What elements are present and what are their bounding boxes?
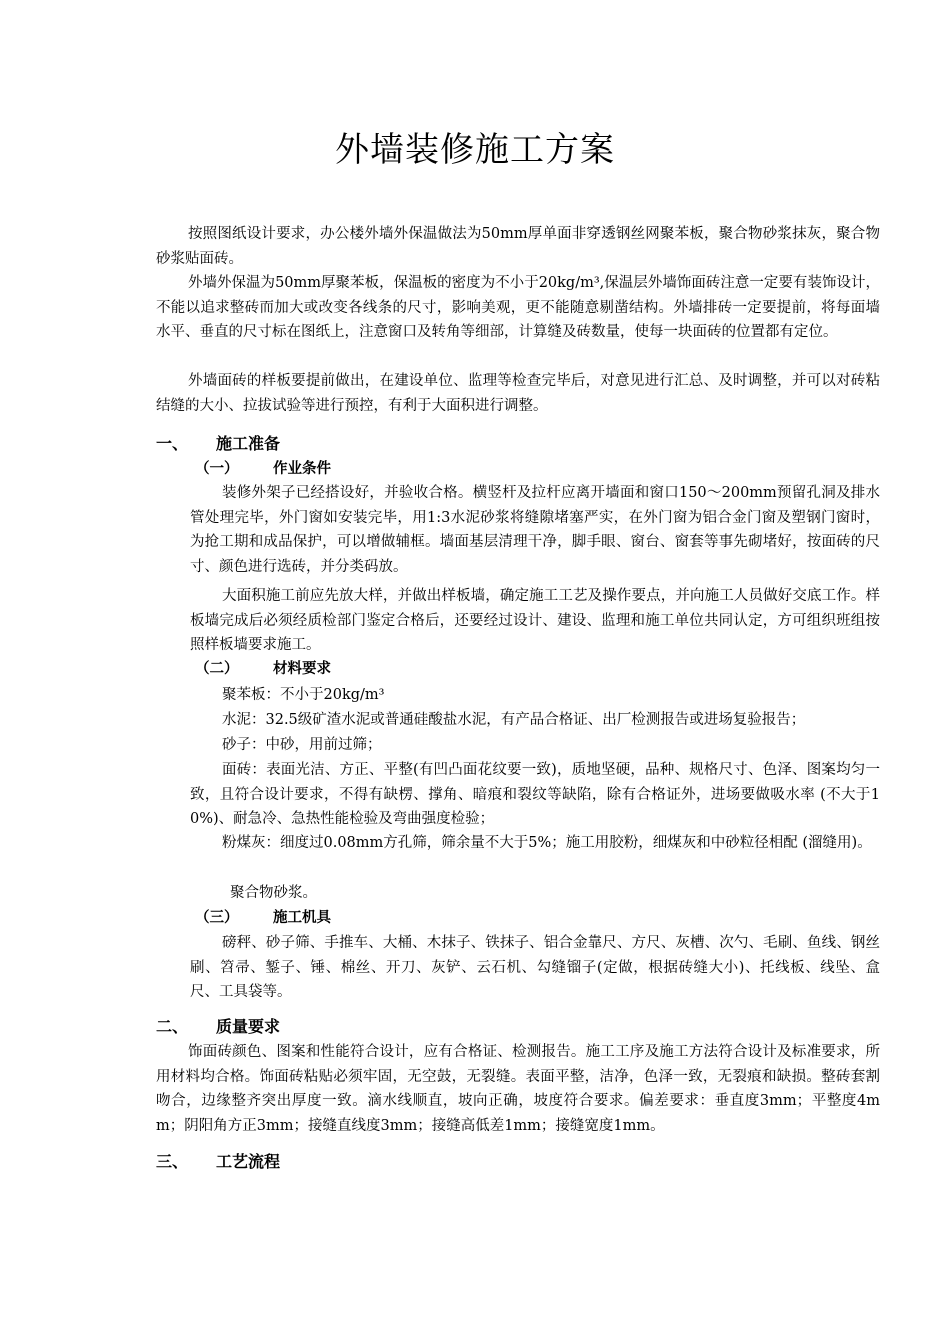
intro-paragraph-1: 按照图纸设计要求，办公楼外墙外保温做法为50mm厚单面非穿透钢丝网聚苯板，聚合物砂浆抹灰，聚合物砂浆贴面砖。 [156,226,880,267]
subsection-title: 材料要求 [273,661,331,677]
section-title: 工艺流程 [216,1152,281,1171]
section-number: 一、 [156,434,189,453]
section-title: 施工准备 [216,434,281,453]
subsection-heading-2 [195,657,331,681]
intro-paragraph-3: 外墙面砖的样板要提前做出，在建设单位、监理等检查完毕后，对意见进行汇总、及时调整，并可以对砖粘结缝的大小、拉拔试验等进行预控，有利于大面积进行调整。 [156,373,880,414]
section-number: 三、 [156,1152,189,1171]
body-paragraph: 面砖：表面光洁、方正、平整(有凹凸面花纹要一致)，质地坚硬，品种、规格尺寸、色泽、图案均匀一致，且符合设计要求，不得有缺楞、撑角、暗痕和裂纹等缺陷，除有合格证外，进场要做吸水率 (不大于10%)、耐急冷、急热性能检验及弯曲强度检验； [190,762,880,827]
body-paragraph: 饰面砖颜色、图案和性能符合设计，应有合格证、检测报告。施工工序及施工方法符合设计及标准要求，所用材料均合格。饰面砖粘贴必须牢固，无空鼓，无裂缝。表面平整，洁净，色泽一致，无裂痕和缺损。整砖套割吻合，边缘整齐突出厚度一致。滴水线顺直，坡向正确，坡度符合要求。偏差要求：垂直度3mm；平整度4mm；阴阳角方正3mm；接缝直线度3mm；接缝高低差1mm；接缝宽度1mm。 [156,1044,880,1134]
section-number: 二、 [156,1017,189,1036]
body-paragraph: 大面积施工前应先放大样，并做出样板墙，确定施工工艺及操作要点，并向施工人员做好交底工作。样板墙完成后必须经质检部门鉴定合格后，还要经过设计、建设、监理和施工单位共同认定，方可组织班组按照样板墙要求施工。 [190,588,880,653]
body-paragraph: 聚合物砂浆。 [230,885,317,901]
intro-paragraph-2: 外墙外保温为50mm厚聚苯板，保温板的密度为不小于20kg/m³,保温层外墙饰面砖注意一定要有装饰设计，不能以追求整砖而加大或改变各线条的尺寸，影响美观，更不能随意剔凿结构。外墙排砖一定要提前，将每面墙水平、垂直的尺寸标在图纸上，注意窗口及转角等细部，计算缝及砖数量，使每一块面砖的位置都有定位。 [156,275,880,340]
body-paragraph: 粉煤灰：细度过0.08mm方孔筛，筛余量不大于5%；施工用胶粉，细煤灰和中砂粒径相配 (溜缝用)。 [222,835,872,851]
subsection-number: （二） [195,661,239,677]
section-heading-3 [156,1150,280,1174]
subsection-title: 施工机具 [273,910,331,926]
section-title: 质量要求 [216,1017,281,1036]
body-paragraph: 聚苯板：不小于20kg/m³ [222,687,385,703]
body-paragraph: 砂子：中砂，用前过筛； [222,737,382,753]
subsection-heading-1 [195,457,331,481]
subsection-number: （一） [195,461,239,477]
subsection-title: 作业条件 [273,461,331,477]
body-paragraph: 磅秤、砂子筛、手推车、大桶、木抹子、铁抹子、铝合金靠尺、方尺、灰槽、次勺、毛刷、鱼线、钢丝刷、笤帚、錾子、锤、棉丝、开刀、灰铲、云石机、勾缝镏子(定做，根据砖缝大小)、托线板、线坠、盒尺、工具袋等。 [190,935,880,1000]
body-paragraph: 水泥：32.5级矿渣水泥或普通硅酸盐水泥，有产品合格证、出厂检测报告或进场复验报告； [222,712,806,728]
subsection-number: （三） [195,910,239,926]
page-title: 外墙装修施工方案 [335,130,615,170]
subsection-heading-3 [195,906,331,930]
section-heading-1 [156,432,280,456]
body-paragraph: 装修外架子已经搭设好，并验收合格。横竖杆及拉杆应离开墙面和窗口150～200mm预留孔洞及排水管处理完毕，外门窗如安装完毕，用1:3水泥砂浆将缝隙堵塞严实，在外门窗为铝合金门窗及塑钢门窗时，为抢工期和成品保护，可以增做辅框。墙面基层清理干净，脚手眼、窗台、窗套等事先砌堵好，按面砖的尺寸、颜色进行选砖，并分类码放。 [190,485,880,575]
section-heading-2 [156,1015,280,1039]
